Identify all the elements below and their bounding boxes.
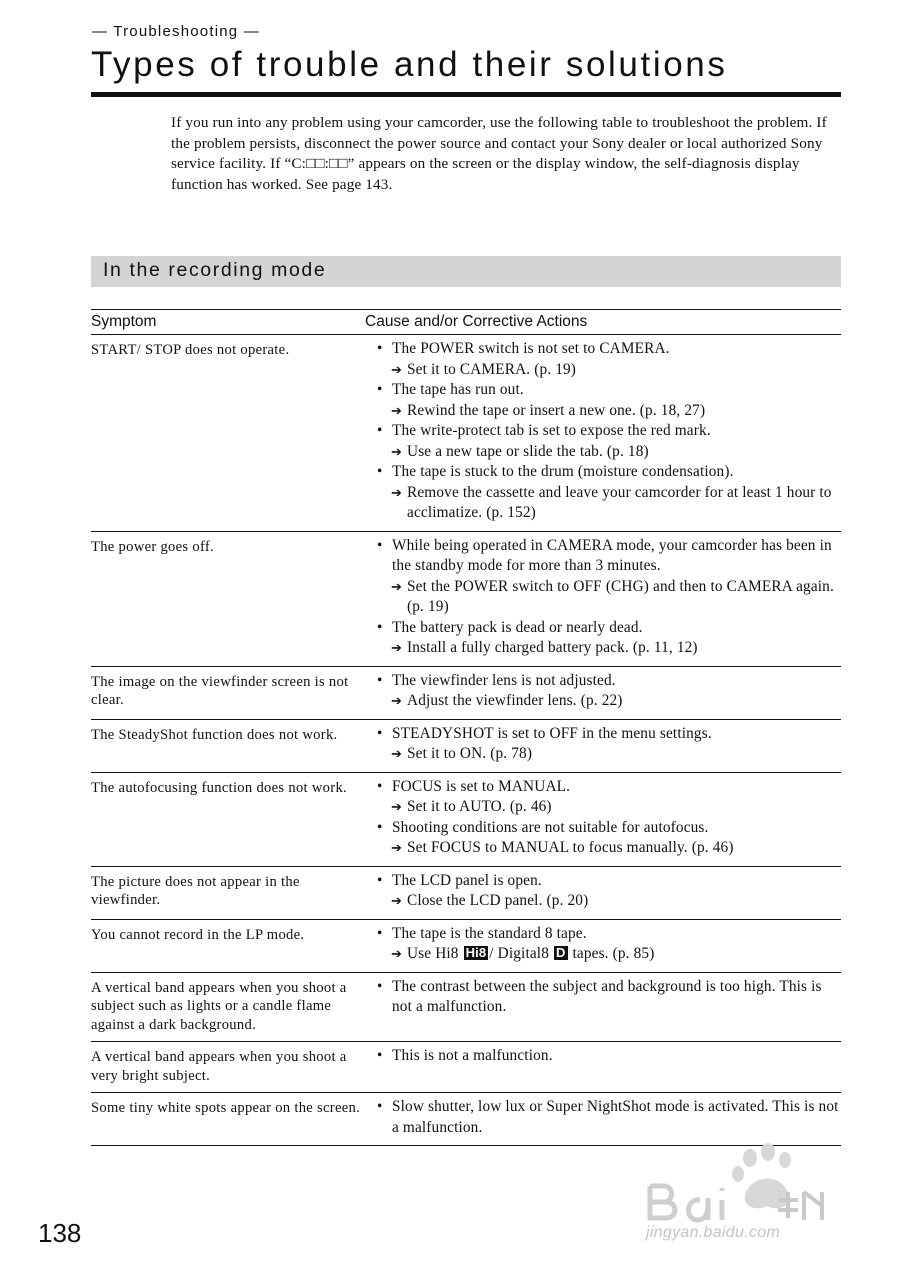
cause-item	[365, 618, 841, 639]
mode-heading-bar	[91, 256, 841, 287]
arrow-right-icon: ➔	[391, 578, 403, 594]
table-row	[91, 667, 841, 720]
symptom-cell: You cannot record in the LP mode.	[91, 926, 305, 943]
cause-item	[365, 777, 841, 798]
corrective-action	[365, 891, 841, 912]
table-row	[91, 335, 841, 532]
cause-text: The POWER switch is not set to CAMERA.	[392, 340, 670, 357]
arrow-right-icon: ➔	[391, 840, 403, 855]
symptom-column-header: Symptom	[91, 313, 157, 330]
cause-item	[365, 724, 841, 745]
symptom-cell: The SteadyShot function does not work.	[91, 726, 338, 743]
corrective-action-text: Set it to ON. (p. 78)	[407, 745, 533, 762]
cause-cell	[365, 724, 841, 765]
arrow-right-icon: ➔	[391, 402, 403, 418]
cause-text: This is not a malfunction.	[392, 1047, 553, 1064]
cause-cell	[365, 924, 841, 965]
cause-item	[365, 977, 841, 1018]
page-number: 138	[38, 1218, 82, 1248]
corrective-action	[365, 360, 841, 381]
cause-item	[365, 462, 841, 483]
table-row	[91, 773, 841, 867]
cause-item	[365, 1097, 841, 1138]
arrow-right-icon: ➔	[391, 640, 403, 655]
cause-text: The battery pack is dead or nearly dead.	[392, 618, 643, 636]
cause-cell	[365, 777, 841, 859]
cause-cell	[365, 1097, 841, 1138]
table-header	[91, 309, 841, 335]
table-row	[91, 973, 841, 1043]
cause-text: The tape has run out.	[392, 381, 524, 398]
table-row	[91, 720, 841, 773]
table-row	[91, 867, 841, 920]
digital8-logo-icon: D	[555, 945, 566, 960]
mode-heading: In the recording mode	[103, 259, 327, 281]
bullet-icon: •	[377, 422, 383, 439]
corrective-action-text: / Digital8	[489, 945, 553, 962]
arrow-right-icon: ➔	[391, 693, 403, 708]
table-body	[91, 335, 841, 1146]
cause-column-header: Cause and/or Corrective Actions	[365, 313, 588, 330]
cause-text: The tape is stuck to the drum (moisture condensation).	[392, 463, 734, 480]
cause-text: The contrast between the subject and background is too high. This is not a malfunction.	[392, 977, 822, 1015]
corrective-action-text: Use Hi8	[407, 945, 463, 962]
bullet-icon: •	[377, 463, 383, 480]
cause-cell	[365, 671, 841, 712]
bullet-icon: •	[377, 818, 383, 836]
arrow-right-icon: ➔	[391, 484, 403, 500]
cause-text: Shooting conditions are not suitable for autofocus.	[392, 818, 709, 836]
arrow-right-icon: ➔	[391, 799, 403, 814]
cause-cell	[365, 339, 841, 524]
arrow-right-icon: ➔	[391, 893, 403, 908]
table-row	[91, 1042, 841, 1093]
arrow-right-icon: ➔	[391, 946, 403, 961]
corrective-action	[365, 838, 841, 859]
bullet-icon: •	[377, 671, 383, 689]
corrective-action-text: Set FOCUS to MANUAL to focus manually. (p. 46)	[407, 839, 734, 856]
title-rule	[91, 92, 841, 97]
cause-item	[365, 671, 841, 692]
cause-text: While being operated in CAMERA mode, your camcorder has been in the standby mode for more than 3 minutes.	[392, 536, 832, 574]
arrow-right-icon: ➔	[391, 746, 403, 761]
corrective-action-text: Use a new tape or slide the tab. (p. 18)	[407, 442, 649, 460]
bullet-icon: •	[377, 924, 383, 942]
bullet-icon: •	[377, 381, 383, 398]
bullet-icon: •	[377, 871, 383, 889]
cause-cell	[365, 536, 841, 659]
symptom-cell: Some tiny white spots appear on the screen.	[91, 1100, 361, 1116]
cause-text: The LCD panel is open.	[392, 871, 542, 889]
cause-item	[365, 380, 841, 401]
corrective-action	[365, 944, 841, 965]
bullet-icon: •	[377, 724, 383, 742]
bullet-icon: •	[377, 340, 383, 357]
corrective-action	[365, 638, 841, 659]
watermark-url: jingyan.baidu.com	[646, 1224, 781, 1241]
cause-text: The tape is the standard 8 tape.	[392, 924, 587, 942]
table-row	[91, 1093, 841, 1146]
cause-item	[365, 818, 841, 839]
cause-text: The viewfinder lens is not adjusted.	[392, 671, 616, 689]
watermark	[638, 1140, 848, 1250]
bullet-icon: •	[377, 977, 383, 995]
table-row	[91, 532, 841, 667]
trouble-table	[91, 309, 841, 1146]
cause-text: STEADYSHOT is set to OFF in the menu settings.	[392, 724, 712, 742]
corrective-action-text: Close the LCD panel. (p. 20)	[407, 892, 589, 909]
symptom-cell: A vertical band appears when you shoot a subject such as lights or a candle flame against a dark background.	[91, 979, 347, 1033]
corrective-action	[365, 483, 841, 524]
corrective-action-text: Remove the cassette and leave your camcorder for at least 1 hour to acclimatize. (p. 152)	[407, 483, 832, 521]
corrective-action-text: Install a fully charged battery pack. (p. 11, 12)	[407, 639, 698, 656]
symptom-cell: The autofocusing function does not work.	[91, 779, 347, 796]
bullet-icon: •	[377, 618, 383, 636]
corrective-action-text: Set the POWER switch to OFF (CHG) and then to CAMERA again. (p. 19)	[407, 577, 834, 615]
cause-item	[365, 421, 841, 442]
symptom-cell: START/ STOP does not operate.	[91, 342, 290, 358]
bullet-icon: •	[377, 1098, 383, 1115]
cause-cell	[365, 977, 841, 1035]
bullet-icon: •	[377, 1047, 383, 1064]
cause-item	[365, 924, 841, 945]
corrective-action-text: Set it to CAMERA. (p. 19)	[407, 360, 577, 378]
corrective-action	[365, 442, 841, 463]
cause-item	[365, 871, 841, 892]
arrow-right-icon: ➔	[391, 361, 403, 377]
cause-item	[365, 536, 841, 577]
corrective-action	[365, 401, 841, 422]
cause-cell	[365, 871, 841, 912]
corrective-action	[365, 744, 841, 765]
corrective-action-text: Rewind the tape or insert a new one. (p. 18, 27)	[407, 401, 706, 419]
cause-cell	[365, 1046, 841, 1085]
corrective-action-text: Adjust the viewfinder lens. (p. 22)	[407, 692, 623, 709]
cause-text: FOCUS is set to MANUAL.	[392, 777, 571, 795]
symptom-cell: The image on the viewfinder screen is not clear.	[91, 673, 349, 708]
symptom-cell: The power goes off.	[91, 538, 214, 555]
symptom-cell: A vertical band appears when you shoot a very bright subject.	[91, 1049, 347, 1084]
cause-item	[365, 1046, 841, 1067]
corrective-action-text: tapes. (p. 85)	[568, 945, 655, 962]
arrow-right-icon: ➔	[391, 443, 403, 459]
corrective-action	[365, 797, 841, 818]
hi8-logo-icon: Hi8	[465, 945, 487, 960]
page-title: Types of trouble and their solutions	[91, 45, 728, 84]
symptom-cell: The picture does not appear in the viewfinder.	[91, 873, 300, 908]
bullet-icon: •	[377, 777, 383, 795]
cause-text: The write-protect tab is set to expose the red mark.	[392, 422, 711, 439]
cause-item	[365, 339, 841, 360]
corrective-action-text: Set it to AUTO. (p. 46)	[407, 798, 552, 815]
table-row	[91, 920, 841, 973]
corrective-action	[365, 691, 841, 712]
section-label: — Troubleshooting —	[92, 23, 260, 40]
cause-text: Slow shutter, low lux or Super NightShot mode is activated. This is not a malfunction.	[392, 1098, 839, 1136]
bullet-icon: •	[377, 536, 383, 554]
corrective-action	[365, 577, 841, 618]
intro-paragraph: If you run into any problem using your camcorder, use the following table to troubleshoot the problem. If the problem persists, disconnect the power source and contact your Sony dealer or local authorized Sony service facility. If “C:□□:□□” appears on the screen or the display window, the self-diagnosis display function has worked. See page 143.	[171, 114, 827, 193]
